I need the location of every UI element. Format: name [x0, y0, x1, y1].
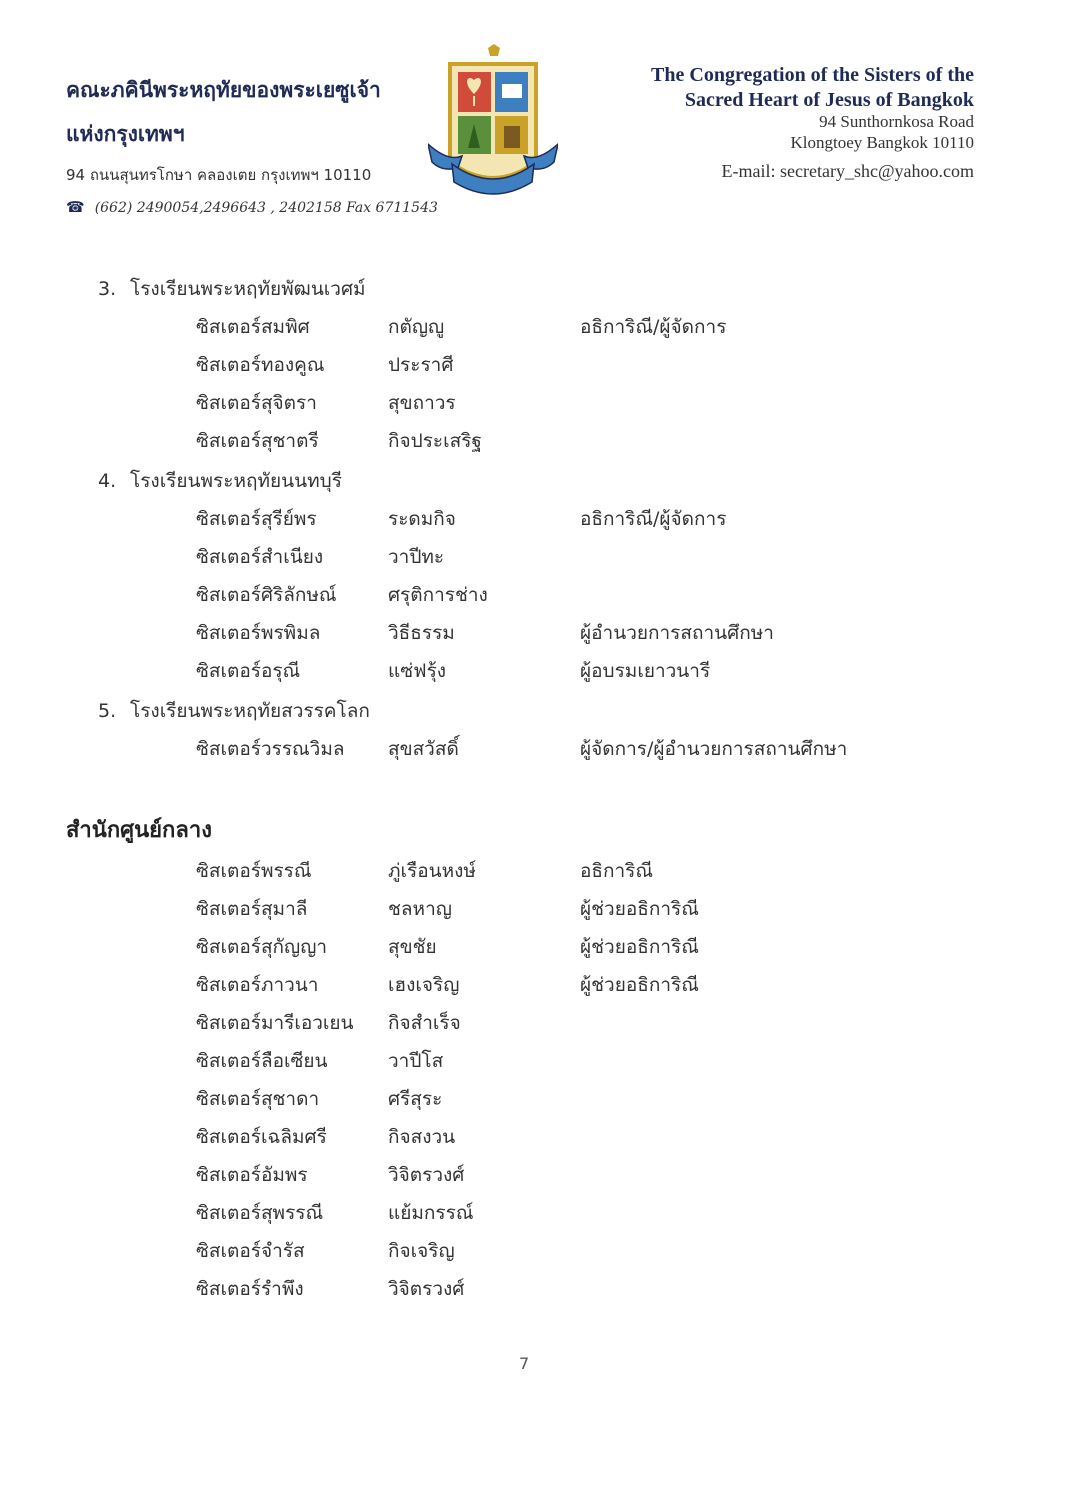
english-org-name-line1: The Congregation of the Sisters of the [651, 64, 974, 86]
member-row [0, 426, 1092, 456]
member-surname: เฮงเจริญ [388, 974, 460, 996]
member-surname: วาปีทะ [388, 546, 445, 568]
member-surname: วิจิตรวงศ์ [388, 1278, 465, 1300]
member-name: ซิสเตอร์วรรณวิมล [196, 738, 345, 760]
member-row [0, 1198, 1092, 1228]
member-surname: วาปีโส [388, 1050, 444, 1072]
email-address: E-mail: secretary_shc@yahoo.com [721, 161, 974, 181]
member-surname: ชลหาญ [388, 898, 452, 920]
english-address-line1: 94 Sunthornkosa Road [819, 112, 974, 131]
phone-numbers: (662) 2490054,2496643 , 2402158 Fax 6711543 [94, 200, 438, 216]
member-name: ซิสเตอร์ภาวนา [196, 974, 319, 996]
page-number: 7 [519, 1354, 530, 1373]
member-row [0, 618, 1092, 648]
school-name: โรงเรียนพระหฤทัยนนทบุรี [130, 470, 342, 492]
member-role: ผู้ช่วยอธิการิณี [580, 898, 699, 920]
congregation-crest-logo [428, 44, 558, 208]
member-row [0, 734, 1092, 764]
central-office-heading: สำนักศูนย์กลาง [66, 818, 212, 843]
member-row [0, 542, 1092, 572]
member-role: อธิการิณี/ผู้จัดการ [580, 316, 727, 338]
member-role: ผู้อำนวยการสถานศึกษา [580, 622, 774, 644]
member-surname: ภู่เรือนหงษ์ [388, 860, 476, 882]
member-name: ซิสเตอร์สุชาตรี [196, 430, 319, 452]
member-role: ผู้ช่วยอธิการิณี [580, 936, 699, 958]
member-row [0, 1274, 1092, 1304]
member-name: ซิสเตอร์สุกัญญา [196, 936, 328, 958]
phone-line [66, 198, 438, 216]
member-name: ซิสเตอร์พรรณี [196, 860, 312, 882]
member-name: ซิสเตอร์จำรัส [196, 1240, 305, 1262]
thai-address: 94 ถนนสุนทรโกษา คลองเตย กรุงเทพฯ 10110 [66, 166, 372, 184]
member-row [0, 1008, 1092, 1038]
member-name: ซิสเตอร์สุมาลี [196, 898, 308, 920]
member-surname: สุขชัย [388, 936, 437, 958]
member-name: ซิสเตอร์พรพิมล [196, 622, 321, 644]
member-name: ซิสเตอร์เฉลิมศรี [196, 1126, 327, 1148]
thai-org-name-line2: แห่งกรุงเทพฯ [66, 121, 185, 146]
member-name: ซิสเตอร์ทองคูณ [196, 354, 325, 376]
member-surname: กิจประเสริฐ [388, 430, 482, 452]
member-name: ซิสเตอร์ศิริลักษณ์ [196, 584, 337, 606]
school-name: โรงเรียนพระหฤทัยสวรรคโลก [130, 700, 370, 722]
section-number: 5. [98, 700, 117, 722]
member-row [0, 932, 1092, 962]
member-surname: กิจสงวน [388, 1126, 456, 1148]
member-surname: ระดมกิจ [388, 508, 456, 530]
member-surname: วิจิตรวงศ์ [388, 1164, 465, 1186]
member-row [0, 1236, 1092, 1266]
english-address-line2: Klongtoey Bangkok 10110 [790, 133, 974, 152]
member-name: ซิสเตอร์ลือเซียน [196, 1050, 328, 1072]
member-surname: กิจสำเร็จ [388, 1012, 461, 1034]
member-role: อธิการิณี [580, 860, 654, 882]
member-surname: กิจเจริญ [388, 1240, 455, 1262]
member-surname: ศรุติการช่าง [388, 584, 488, 606]
member-name: ซิสเตอร์สุจิตรา [196, 392, 317, 414]
english-org-name-line2: Sacred Heart of Jesus of Bangkok [684, 89, 974, 111]
member-row [0, 312, 1092, 342]
member-name: ซิสเตอร์สุรีย์พร [196, 508, 317, 530]
member-name: ซิสเตอร์สุชาดา [196, 1088, 320, 1110]
section-title [98, 466, 342, 496]
member-surname: สุขถาวร [388, 392, 456, 414]
member-row [0, 1046, 1092, 1076]
member-surname: แซ่ฟรุ้ง [388, 660, 447, 682]
member-role: ผู้ช่วยอธิการิณี [580, 974, 699, 996]
member-role: ผู้อบรมเยาวนารี [580, 660, 711, 682]
section-title [98, 274, 366, 304]
member-surname: ศรีสุระ [388, 1088, 443, 1110]
phone-icon: ☎ [66, 198, 85, 216]
member-name: ซิสเตอร์มารีเอวเยน [196, 1012, 354, 1034]
member-row [0, 1122, 1092, 1152]
member-role: อธิการิณี/ผู้จัดการ [580, 508, 727, 530]
member-row [0, 970, 1092, 1000]
member-surname: แย้มกรรณ์ [388, 1202, 474, 1224]
member-surname: กตัญญู [388, 316, 445, 338]
member-row [0, 856, 1092, 886]
member-name: ซิสเตอร์สมพิศ [196, 316, 310, 338]
section-number: 3. [98, 278, 117, 300]
member-name: ซิสเตอร์สุพรรณี [196, 1202, 324, 1224]
member-name: ซิสเตอร์สำเนียง [196, 546, 324, 568]
member-row [0, 656, 1092, 686]
section-title [98, 696, 370, 726]
section-number: 4. [98, 470, 117, 492]
member-row [0, 1160, 1092, 1190]
member-surname: ประราศี [388, 354, 454, 376]
member-row [0, 894, 1092, 924]
member-row [0, 350, 1092, 380]
member-name: ซิสเตอร์อรุณี [196, 660, 301, 682]
member-role: ผู้จัดการ/ผู้อำนวยการสถานศึกษา [580, 738, 848, 760]
member-surname: สุขสวัสดิ์ [388, 738, 459, 760]
member-name: ซิสเตอร์อัมพร [196, 1164, 308, 1186]
member-row [0, 504, 1092, 534]
thai-org-name-line1: คณะภคินีพระหฤทัยของพระเยซูเจ้า [66, 77, 381, 102]
member-surname: วิธีธรรม [388, 622, 455, 644]
member-row [0, 1084, 1092, 1114]
member-name: ซิสเตอร์รำพึง [196, 1278, 304, 1300]
school-name: โรงเรียนพระหฤทัยพัฒนเวศม์ [130, 278, 366, 300]
member-row [0, 388, 1092, 418]
member-row [0, 580, 1092, 610]
